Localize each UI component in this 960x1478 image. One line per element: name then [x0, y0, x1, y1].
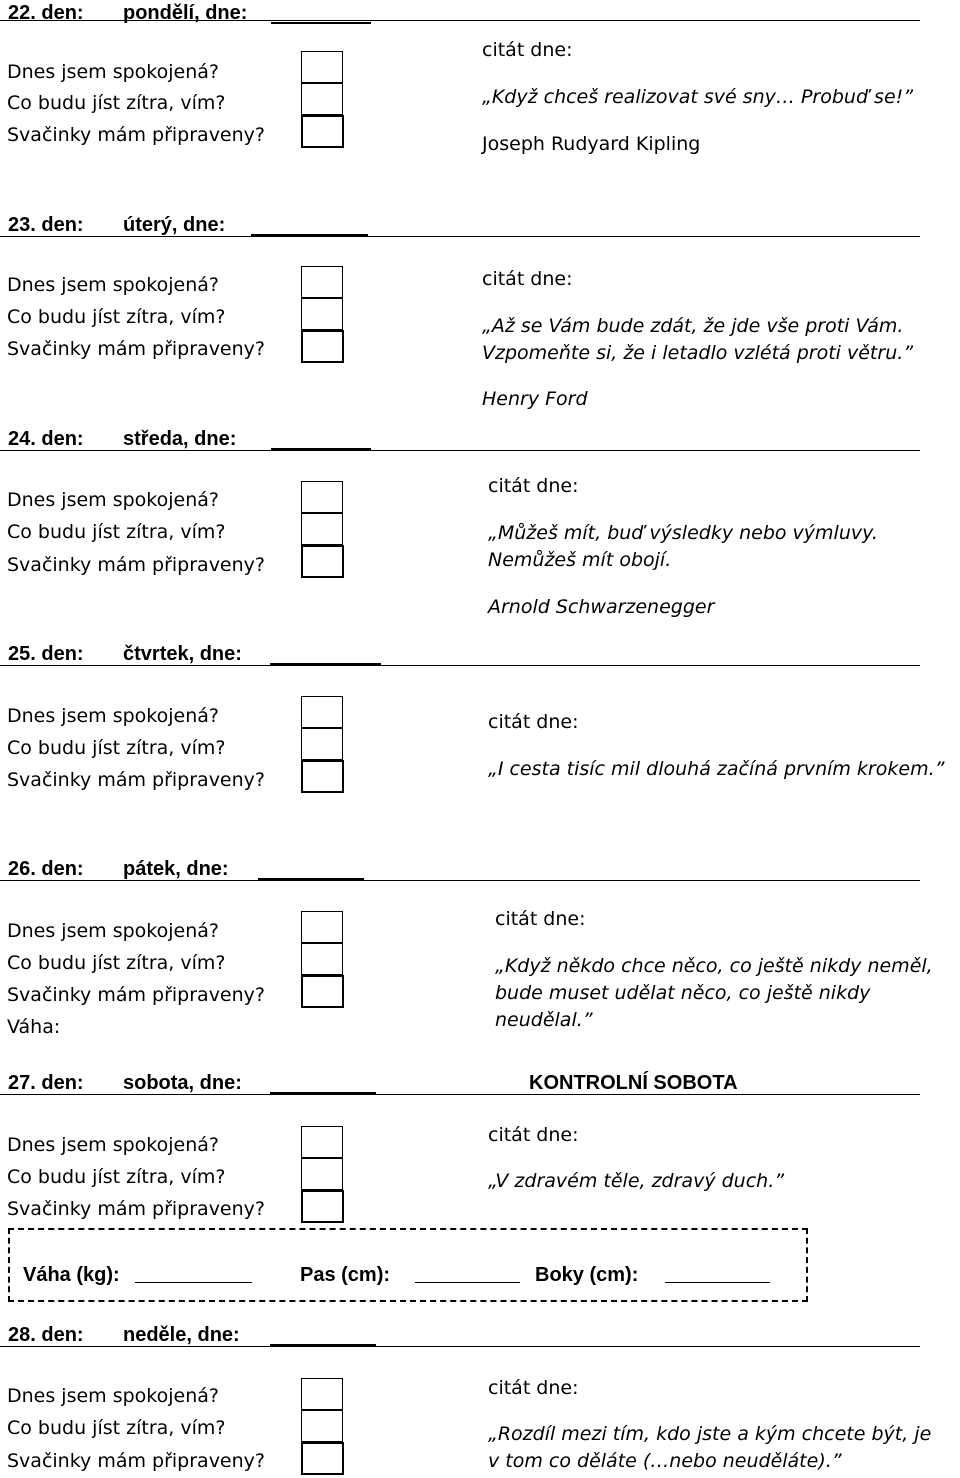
question-snacks: Svačinky mám připraveny?: [7, 124, 265, 146]
question-food-tomorrow: Co budu jíst zítra, vím?: [7, 1166, 226, 1188]
header-rule: [0, 880, 920, 881]
day-number: 24. den:: [8, 428, 84, 450]
quote-label: citát dne:: [495, 908, 586, 930]
question-food-tomorrow: Co budu jíst zítra, vím?: [7, 737, 226, 759]
day-number: 25. den:: [8, 643, 84, 665]
quote-line: v tom co děláte (…nebo neuděláte).”: [488, 1450, 842, 1472]
checkbox-snacks[interactable]: [301, 330, 344, 363]
day-header: [8, 2, 920, 28]
quote-line: neudělal.”: [495, 1009, 593, 1031]
question-food-tomorrow: Co budu jíst zítra, vím?: [7, 952, 226, 974]
control-saturday-title: KONTROLNÍ SOBOTA: [529, 1072, 738, 1094]
checkbox-snacks[interactable]: [301, 760, 344, 793]
quote-author: Joseph Rudyard Kipling: [482, 133, 701, 155]
header-rule: [0, 20, 920, 21]
question-satisfied: Dnes jsem spokojená?: [7, 705, 219, 727]
quote-line: „Až se Vám bude zdát, že jde vše proti Vám.: [482, 315, 904, 337]
day-number: 28. den:: [8, 1324, 84, 1346]
day-name: čtvrtek, dne:: [123, 643, 242, 665]
quote-label: citát dne:: [482, 268, 573, 290]
quote-line: „Když chceš realizovat své sny… Probuď se!”: [482, 86, 914, 108]
quote-author: Arnold Schwarzenegger: [488, 596, 715, 618]
header-rule: [0, 1346, 920, 1347]
checkbox-satisfied[interactable]: [301, 266, 343, 298]
question-satisfied: Dnes jsem spokojená?: [7, 920, 219, 942]
quote-line: „V zdravém těle, zdravý duch.”: [488, 1170, 785, 1192]
checkbox-satisfied[interactable]: [301, 481, 343, 513]
hips-label: Boky (cm):: [535, 1264, 639, 1286]
day-name: pondělí, dne:: [123, 2, 248, 24]
day-name: sobota, dne:: [123, 1072, 242, 1094]
question-snacks: Svačinky mám připraveny?: [7, 338, 265, 360]
question-snacks: Svačinky mám připraveny?: [7, 554, 265, 576]
checkbox-food-tomorrow[interactable]: [301, 728, 343, 760]
question-snacks: Svačinky mám připraveny?: [7, 1198, 265, 1220]
day-name: neděle, dne:: [123, 1324, 240, 1346]
header-rule: [0, 236, 920, 237]
quote-line: „Můžeš mít, buď výsledky nebo výmluvy.: [488, 522, 878, 544]
waist-blank-line[interactable]: [415, 1282, 520, 1283]
question-satisfied: Dnes jsem spokojená?: [7, 1385, 219, 1407]
quote-label: citát dne:: [488, 1377, 579, 1399]
quote-label: citát dne:: [488, 475, 579, 497]
question-snacks: Svačinky mám připraveny?: [7, 1450, 265, 1472]
question-weight: Váha:: [7, 1016, 61, 1038]
checkbox-satisfied[interactable]: [301, 51, 343, 83]
checkbox-food-tomorrow[interactable]: [301, 298, 343, 330]
day-name: pátek, dne:: [123, 858, 229, 880]
question-snacks: Svačinky mám připraveny?: [7, 769, 265, 791]
checkbox-food-tomorrow[interactable]: [301, 1410, 343, 1442]
question-satisfied: Dnes jsem spokojená?: [7, 1134, 219, 1156]
header-rule: [0, 1094, 920, 1095]
checkbox-food-tomorrow[interactable]: [301, 1158, 343, 1190]
measurement-box: [8, 1228, 808, 1302]
question-food-tomorrow: Co budu jíst zítra, vím?: [7, 521, 226, 543]
header-rule: [0, 450, 920, 451]
question-food-tomorrow: Co budu jíst zítra, vím?: [7, 1417, 226, 1439]
quote-line: „I cesta tisíc mil dlouhá začíná prvním krokem.”: [488, 758, 945, 780]
weight-label: Váha (kg):: [23, 1264, 120, 1286]
question-food-tomorrow: Co budu jíst zítra, vím?: [7, 92, 226, 114]
quote-line: bude muset udělat něco, co ještě nikdy: [495, 982, 871, 1004]
question-satisfied: Dnes jsem spokojená?: [7, 489, 219, 511]
day-number: 23. den:: [8, 214, 84, 236]
day-number: 27. den:: [8, 1072, 84, 1094]
quote-line: „Když někdo chce něco, co ještě nikdy neměl,: [495, 955, 933, 977]
checkbox-food-tomorrow[interactable]: [301, 943, 343, 975]
checkbox-snacks[interactable]: [301, 1442, 344, 1475]
checkbox-satisfied[interactable]: [301, 1126, 343, 1158]
checkbox-snacks[interactable]: [301, 975, 344, 1008]
checkbox-satisfied[interactable]: [301, 1378, 343, 1410]
checkbox-food-tomorrow[interactable]: [301, 513, 343, 545]
quote-label: citát dne:: [488, 1124, 579, 1146]
question-satisfied: Dnes jsem spokojená?: [7, 61, 219, 83]
quote-label: citát dne:: [488, 711, 579, 733]
waist-label: Pas (cm):: [300, 1264, 391, 1286]
quote-line: „Rozdíl mezi tím, kdo jste a kým chcete být, je: [488, 1423, 932, 1445]
quote-line: Nemůžeš mít obojí.: [488, 549, 672, 571]
checkbox-satisfied[interactable]: [301, 696, 343, 728]
hips-blank-line[interactable]: [665, 1282, 770, 1283]
day-name: úterý, dne:: [123, 214, 226, 236]
checkbox-satisfied[interactable]: [301, 911, 343, 943]
checkbox-food-tomorrow[interactable]: [301, 83, 343, 115]
weight-blank-line[interactable]: [135, 1282, 252, 1283]
date-blank-line[interactable]: [271, 22, 371, 24]
day-number: 26. den:: [8, 858, 84, 880]
quote-line: Vzpomeňte si, že i letadlo vzlétá proti větru.”: [482, 342, 914, 364]
quote-author: Henry Ford: [482, 388, 588, 410]
quote-label: citát dne:: [482, 39, 573, 61]
checkbox-snacks[interactable]: [301, 545, 344, 578]
checkbox-snacks[interactable]: [301, 115, 344, 148]
day-name: středa, dne:: [123, 428, 237, 450]
checkbox-snacks[interactable]: [301, 1190, 344, 1223]
question-satisfied: Dnes jsem spokojená?: [7, 274, 219, 296]
day-number: 22. den:: [8, 2, 84, 24]
header-rule: [0, 665, 920, 666]
question-food-tomorrow: Co budu jíst zítra, vím?: [7, 306, 226, 328]
question-snacks: Svačinky mám připraveny?: [7, 984, 265, 1006]
